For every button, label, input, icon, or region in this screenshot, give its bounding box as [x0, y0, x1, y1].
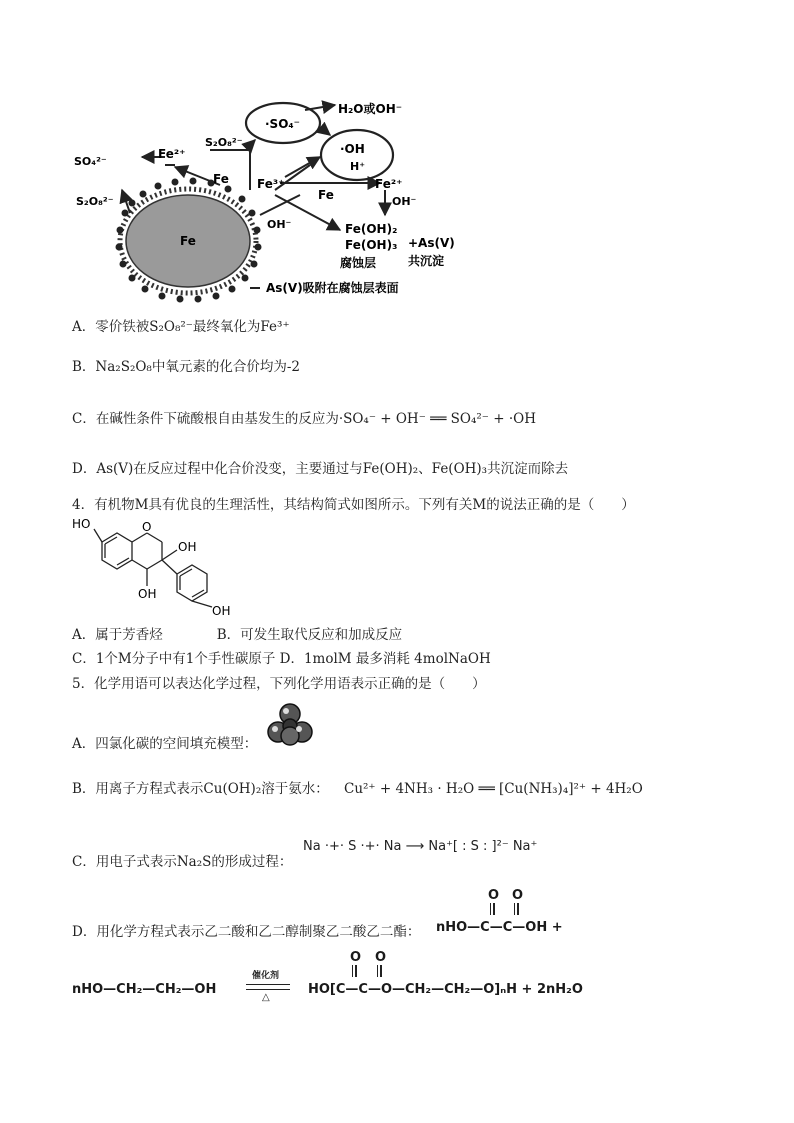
ccl4-space-filling-model [266, 702, 314, 746]
q3-option-a: A．零价铁被S₂O₈²⁻最终氧化为Fe³⁺ [72, 319, 290, 335]
q5-option-b-equation: Cu²⁺ + 4NH₃ · H₂O ══ [Cu(NH₃)₄]²⁺ + 4H₂O [344, 781, 643, 797]
fe3-label: Fe³⁺ [257, 177, 285, 191]
d-double-bond-3 [352, 965, 354, 977]
h2o-or-oh-label: H₂O或OH⁻ [338, 102, 403, 116]
q4-options-cd: C．1个M分子中有1个手性碳原子 D．1molM 最多消耗 4molNaOH [72, 651, 491, 667]
d-o4-label: O [375, 950, 387, 965]
molecule-m-svg [72, 514, 262, 619]
s2o8-mid-label: S₂O₈²⁻ [205, 136, 243, 149]
d-heat-label: △ [262, 992, 270, 1003]
coprecip-label: 共沉淀 [408, 254, 445, 268]
d-double-bond-1 [490, 903, 492, 915]
mechanism-diagram [70, 95, 455, 300]
q5-option-b-label: B．用离子方程式表示Cu(OH)₂溶于氨水： [72, 781, 329, 797]
d-arrow-top [246, 984, 290, 985]
q3-option-d: D．As(V)在反应过程中化合价没变，主要通过与Fe(OH)₂、Fe(OH)₃共沉淀而除去 [72, 461, 569, 477]
q3-option-c: C．在碱性条件下硫酸根自由基发生的反应为·SO₄⁻ + OH⁻ ══ SO₄²⁻ + ·OH [72, 411, 536, 427]
ccl4-model-svg [266, 702, 314, 746]
d-reactant2: nHO—CH₂—CH₂—OH [72, 982, 217, 997]
oh-bottom-label: OH [138, 587, 157, 601]
fe-core-label: Fe [180, 234, 196, 248]
fe-arrow2-label: Fe [318, 188, 334, 202]
fe-arrow1-label: Fe [213, 172, 229, 186]
asv-label: +As(V) [408, 236, 455, 250]
fe2-right-label: Fe²⁺ [375, 177, 403, 191]
oh-para-label: OH [212, 604, 231, 618]
d-reactant1: nHO—C—C—OH + [436, 920, 563, 935]
fe2-left-label: Fe²⁺ [158, 147, 186, 161]
d-double-bond-2 [514, 903, 516, 915]
oh-radical-label: ·OH [340, 142, 365, 156]
d-o2-label: O [512, 888, 524, 903]
so4-2-label: SO₄²⁻ [74, 155, 107, 168]
q5-option-c-electron-formula: Na ·+· S ·+· Na ⟶ Na⁺[ : S : ]²⁻ Na⁺ [303, 839, 538, 854]
oh-minus-left-label: OH⁻ [267, 218, 292, 231]
q4-stem: 4．有机物M具有优良的生理活性，其结构简式如图所示。下列有关M的说法正确的是（ ） [72, 497, 635, 513]
q3-option-b: B．Na₂S₂O₈中氧元素的化合价均为-2 [72, 359, 300, 375]
mechanism-figure [70, 95, 455, 300]
d-double-bond-4 [377, 965, 379, 977]
d-product: HO[C—C—O—CH₂—CH₂—O]ₙH + 2nH₂O [308, 982, 583, 997]
h-plus-label: H⁺ [350, 160, 366, 173]
ho-top-label: HO [72, 517, 91, 531]
d-catalyst-label: 催化剂 [252, 971, 280, 981]
so4-radical-label: ·SO₄⁻ [265, 117, 300, 131]
s2o8-left-label: S₂O₈²⁻ [76, 195, 114, 208]
ring-o-label: O [142, 520, 152, 534]
d-o3-label: O [350, 950, 362, 965]
q5-stem: 5．化学用语可以表达化学过程，下列化学用语表示正确的是（ ） [72, 676, 486, 692]
q5-option-d-label: D．用化学方程式表示乙二酸和乙二醇制聚乙二酸乙二酯： [72, 924, 421, 940]
q5-option-c-label: C．用电子式表示Na₂S的形成过程： [72, 854, 293, 870]
d-o1-label: O [488, 888, 500, 903]
d-arrow-bottom [246, 989, 290, 990]
as-adsorb-label: As(V)吸附在腐蚀层表面 [266, 281, 399, 295]
q4-options-ab: A．属于芳香烃 B．可发生取代反应和加成反应 [72, 627, 403, 643]
oh-right-label: OH [178, 540, 197, 554]
oh-minus-right-label: OH⁻ [392, 195, 417, 208]
feoh2-label: Fe(OH)₂ [345, 222, 398, 236]
corrosion-layer-label: 腐蚀层 [340, 256, 377, 270]
q5-option-a: A．四氯化碳的空间填充模型： [72, 736, 258, 752]
molecule-m-structure [72, 514, 262, 619]
feoh3-label: Fe(OH)₃ [345, 238, 398, 252]
